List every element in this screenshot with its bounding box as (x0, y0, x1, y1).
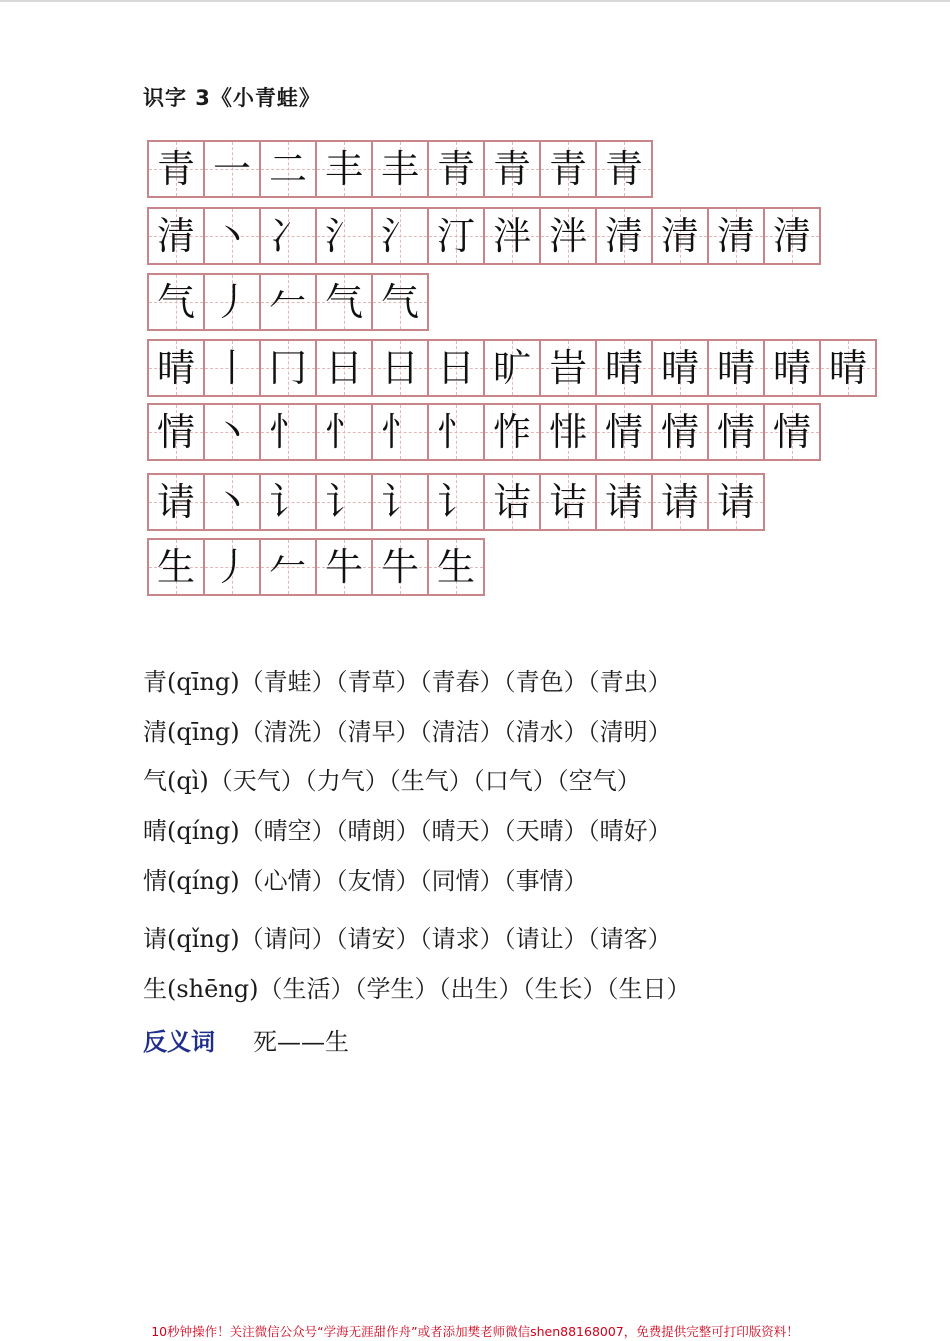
stroke-glyph: 情 (604, 410, 643, 454)
stroke-glyph: 晴 (604, 346, 643, 390)
stroke-glyph: 情 (660, 410, 699, 454)
stroke-row-qing4 (147, 403, 819, 461)
stroke-glyph: 怍 (492, 410, 531, 454)
stroke-cell (595, 403, 653, 461)
stroke-glyph: 青 (492, 147, 531, 191)
stroke-cell-head (147, 403, 205, 461)
stroke-cell (203, 140, 261, 198)
stroke-cell (371, 538, 429, 596)
stroke-glyph: 气 (324, 280, 363, 324)
stroke-glyph: 悱 (548, 410, 587, 454)
stroke-cell (315, 273, 373, 331)
stroke-cell (259, 140, 317, 198)
vocab-line: 青(qīng)（青蛙）（青草）（青春）（青色）（青虫） (143, 668, 672, 696)
stroke-glyph: 日 (324, 346, 363, 390)
stroke-glyph: 晴 (660, 346, 699, 390)
stroke-cell (427, 207, 485, 265)
stroke-cell (539, 207, 597, 265)
stroke-glyph: 牛 (324, 545, 363, 589)
stroke-cell-head (147, 140, 205, 198)
stroke-cell (371, 140, 429, 198)
stroke-glyph: 忄 (324, 410, 363, 454)
stroke-glyph: 丰 (380, 147, 419, 191)
stroke-cell (315, 207, 373, 265)
stroke-glyph: 忄 (436, 410, 475, 454)
vocab-line: 生(shēng)（生活）（学生）（出生）（生长）（生日） (143, 975, 691, 1003)
stroke-cell (315, 339, 373, 397)
stroke-glyph: 丶 (212, 480, 251, 524)
stroke-glyph: 晴 (772, 346, 811, 390)
stroke-glyph: 汀 (436, 214, 475, 258)
stroke-cell (259, 403, 317, 461)
stroke-cell (483, 339, 541, 397)
stroke-cell (315, 403, 373, 461)
stroke-cell (651, 473, 709, 531)
stroke-cell (763, 207, 821, 265)
stroke-cell (371, 339, 429, 397)
stroke-glyph: 牛 (380, 545, 419, 589)
stroke-glyph: 一 (212, 147, 251, 191)
stroke-cell (595, 473, 653, 531)
vocab-line: 清(qīng)（清洗）（清早）（清洁）（清水）（清明） (143, 718, 672, 746)
stroke-cell (315, 538, 373, 596)
stroke-glyph: 生 (156, 545, 195, 589)
stroke-cell (203, 538, 261, 596)
stroke-glyph: 生 (436, 545, 475, 589)
stroke-cell (203, 403, 261, 461)
stroke-cell-head (147, 207, 205, 265)
stroke-glyph: 青 (156, 147, 195, 191)
stroke-cell (707, 207, 765, 265)
stroke-cell (259, 207, 317, 265)
stroke-glyph: 氵 (380, 214, 419, 258)
top-divider (0, 0, 950, 2)
stroke-cell (539, 140, 597, 198)
stroke-glyph: 晴 (156, 346, 195, 390)
stroke-cell (427, 403, 485, 461)
stroke-cell (651, 207, 709, 265)
stroke-glyph: 冂 (268, 346, 307, 390)
stroke-glyph: 清 (156, 214, 195, 258)
stroke-cell (315, 140, 373, 198)
stroke-cell (483, 207, 541, 265)
stroke-glyph: 丿 (212, 280, 251, 324)
stroke-glyph: 丿 (212, 545, 251, 589)
stroke-glyph: 清 (716, 214, 755, 258)
stroke-glyph: 讠 (436, 480, 475, 524)
stroke-glyph: 讠 (380, 480, 419, 524)
stroke-cell (371, 473, 429, 531)
stroke-glyph: 清 (604, 214, 643, 258)
stroke-row-qing2 (147, 207, 819, 265)
stroke-glyph: 情 (716, 410, 755, 454)
stroke-glyph: 日 (380, 346, 419, 390)
stroke-glyph: 𠂉 (268, 280, 307, 324)
stroke-cell (427, 473, 485, 531)
stroke-cell (427, 339, 485, 397)
stroke-cell (371, 207, 429, 265)
stroke-glyph: 请 (604, 480, 643, 524)
stroke-cell (427, 538, 485, 596)
stroke-cell-head (147, 473, 205, 531)
vocab-line: 请(qǐng)（请问）（请安）（请求）（请让）（请客） (143, 925, 672, 953)
stroke-glyph: 氵 (324, 214, 363, 258)
antonym-label: 反义词 (143, 1028, 215, 1056)
stroke-glyph: 诘 (492, 480, 531, 524)
stroke-glyph: 请 (716, 480, 755, 524)
stroke-cell (595, 140, 653, 198)
stroke-glyph: 情 (772, 410, 811, 454)
stroke-glyph: 日 (436, 346, 475, 390)
stroke-row-qing1 (147, 140, 651, 198)
stroke-cell (371, 403, 429, 461)
stroke-glyph: 请 (660, 480, 699, 524)
stroke-cell (259, 339, 317, 397)
stroke-glyph: 晴 (716, 346, 755, 390)
stroke-glyph: 冫 (268, 214, 307, 258)
stroke-cell (427, 140, 485, 198)
stroke-cell (651, 339, 709, 397)
stroke-glyph: 丶 (212, 214, 251, 258)
stroke-glyph: 青 (548, 147, 587, 191)
stroke-cell (483, 403, 541, 461)
stroke-glyph: 泮 (492, 214, 531, 258)
stroke-glyph: 丨 (212, 346, 251, 390)
stroke-cell (203, 207, 261, 265)
stroke-glyph: 清 (772, 214, 811, 258)
stroke-cell (259, 273, 317, 331)
stroke-cell (203, 273, 261, 331)
vocab-line: 晴(qíng)（晴空）（晴朗）（晴天）（天晴）（晴好） (143, 817, 672, 845)
stroke-cell-head (147, 538, 205, 596)
stroke-row-qing3 (147, 339, 875, 397)
stroke-cell (539, 403, 597, 461)
vocab-line: 气(qì)（天气）（力气）（生气）（口气）（空气） (143, 767, 641, 795)
stroke-glyph: 丰 (324, 147, 363, 191)
stroke-glyph: 晴 (828, 346, 867, 390)
stroke-cell (763, 339, 821, 397)
footer-notice: 10秒钟操作！关注微信公众号“学海无涯甜作舟”或者添加樊老师微信shen88168007，免费提供完整可打印版资料！ (151, 1324, 799, 1339)
stroke-glyph: 清 (660, 214, 699, 258)
stroke-cell (483, 473, 541, 531)
stroke-cell (315, 473, 373, 531)
stroke-glyph: 气 (380, 280, 419, 324)
stroke-glyph: 𠂉 (268, 545, 307, 589)
stroke-cell (259, 473, 317, 531)
stroke-cell (483, 140, 541, 198)
stroke-cell (539, 473, 597, 531)
stroke-cell (539, 339, 597, 397)
stroke-glyph: 忄 (380, 410, 419, 454)
stroke-cell (259, 538, 317, 596)
stroke-cell (707, 473, 765, 531)
stroke-glyph: 忄 (268, 410, 307, 454)
stroke-glyph: 诘 (548, 480, 587, 524)
stroke-glyph: 泮 (548, 214, 587, 258)
stroke-glyph: 讠 (268, 480, 307, 524)
stroke-glyph: 丶 (212, 410, 251, 454)
stroke-glyph: 情 (156, 410, 195, 454)
stroke-row-qi (147, 273, 427, 331)
stroke-glyph: 旹 (548, 346, 587, 390)
antonym-section (143, 1022, 349, 1057)
stroke-glyph: 气 (156, 280, 195, 324)
stroke-cell (707, 339, 765, 397)
stroke-glyph: 讠 (324, 480, 363, 524)
stroke-cell (763, 403, 821, 461)
stroke-cell-head (147, 273, 205, 331)
stroke-cell (651, 403, 709, 461)
stroke-glyph: 青 (436, 147, 475, 191)
stroke-cell (819, 339, 877, 397)
stroke-glyph: 二 (268, 147, 307, 191)
stroke-cell (203, 339, 261, 397)
stroke-cell (371, 273, 429, 331)
stroke-cell (203, 473, 261, 531)
stroke-cell (595, 339, 653, 397)
antonym-pair: 死——生 (253, 1028, 349, 1056)
page-title: 识字 3《小青蛙》 (143, 86, 321, 110)
stroke-glyph: 旷 (492, 346, 531, 390)
vocab-line: 情(qíng)（心情）（友情）（同情）（事情） (143, 867, 588, 895)
stroke-row-sheng (147, 538, 483, 596)
stroke-row-qing5 (147, 473, 763, 531)
stroke-glyph: 请 (156, 480, 195, 524)
stroke-glyph: 青 (604, 147, 643, 191)
stroke-cell (595, 207, 653, 265)
stroke-cell-head (147, 339, 205, 397)
stroke-cell (707, 403, 765, 461)
